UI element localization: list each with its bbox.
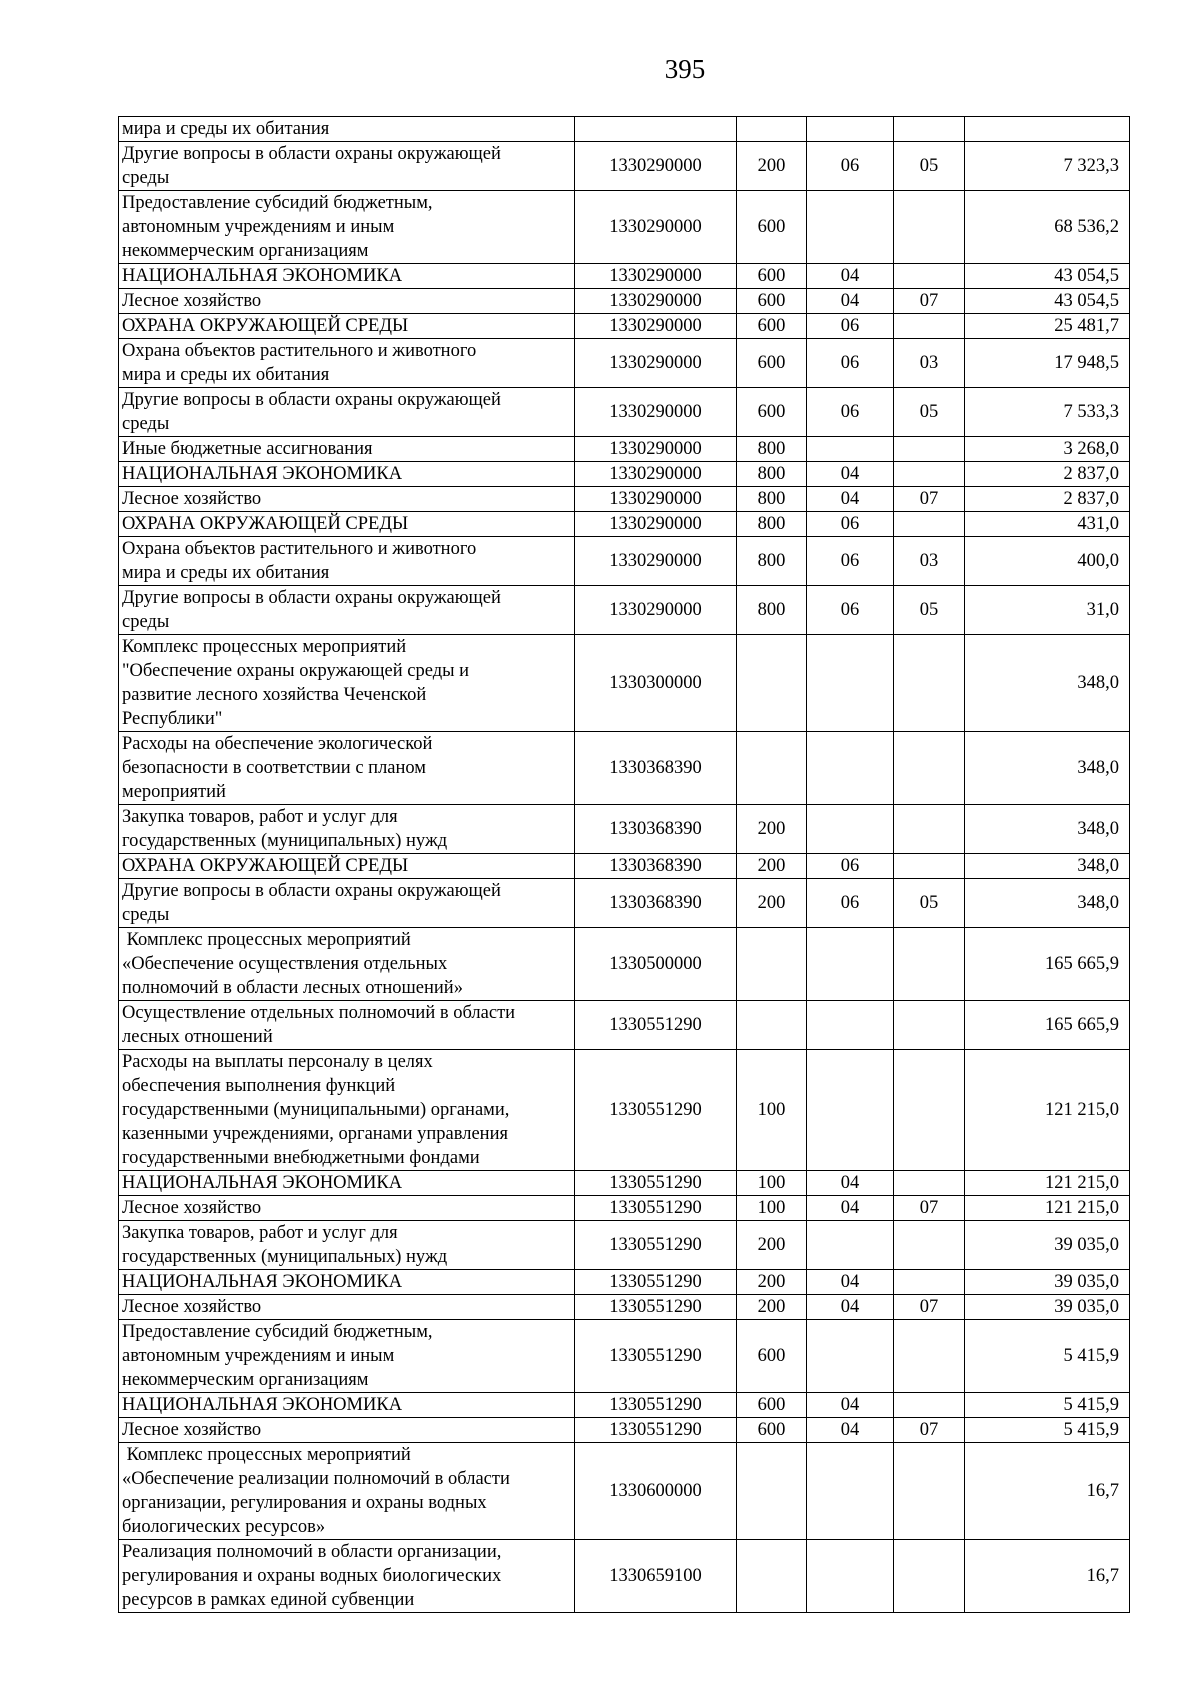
row-subsection <box>894 854 965 879</box>
table-row <box>119 1418 1130 1443</box>
row-target-code: 1330551290 <box>575 1171 737 1196</box>
row-amount: 68 536,2 <box>965 191 1130 264</box>
table-row <box>119 1050 1130 1171</box>
row-target-code: 1330290000 <box>575 537 737 586</box>
row-section <box>807 928 894 1001</box>
row-subsection <box>894 462 965 487</box>
row-expense-type: 200 <box>737 1270 807 1295</box>
row-subsection <box>894 1270 965 1295</box>
row-expense-type: 200 <box>737 854 807 879</box>
row-target-code: 1330659100 <box>575 1540 737 1613</box>
row-name: Охрана объектов растительного и животного мира и среды их обитания <box>119 339 575 388</box>
table-row <box>119 437 1130 462</box>
table-row <box>119 879 1130 928</box>
row-target-code: 1330290000 <box>575 586 737 635</box>
row-section <box>807 732 894 805</box>
row-section: 04 <box>807 462 894 487</box>
row-amount: 348,0 <box>965 635 1130 732</box>
row-subsection <box>894 732 965 805</box>
row-section <box>807 635 894 732</box>
table-row <box>119 388 1130 437</box>
row-amount: 5 415,9 <box>965 1393 1130 1418</box>
row-name: Комплекс процессных мероприятий «Обеспечение реализации полномочий в области организации, регулирования и охраны водных биологических ресурсов» <box>119 1443 575 1540</box>
row-subsection <box>894 512 965 537</box>
row-expense-type: 200 <box>737 142 807 191</box>
row-subsection: 05 <box>894 142 965 191</box>
row-expense-type: 100 <box>737 1171 807 1196</box>
row-amount: 121 215,0 <box>965 1196 1130 1221</box>
row-target-code: 1330290000 <box>575 512 737 537</box>
row-name: НАЦИОНАЛЬНАЯ ЭКОНОМИКА <box>119 1393 575 1418</box>
row-amount: 7 323,3 <box>965 142 1130 191</box>
row-name: НАЦИОНАЛЬНАЯ ЭКОНОМИКА <box>119 1270 575 1295</box>
row-amount: 39 035,0 <box>965 1270 1130 1295</box>
row-target-code: 1330290000 <box>575 191 737 264</box>
row-section: 04 <box>807 264 894 289</box>
row-amount: 31,0 <box>965 586 1130 635</box>
row-target-code: 1330368390 <box>575 732 737 805</box>
row-target-code: 1330368390 <box>575 879 737 928</box>
row-section: 04 <box>807 487 894 512</box>
row-subsection <box>894 191 965 264</box>
table-row <box>119 289 1130 314</box>
row-section: 04 <box>807 1393 894 1418</box>
row-amount: 348,0 <box>965 805 1130 854</box>
table-row <box>119 1295 1130 1320</box>
row-section <box>807 437 894 462</box>
row-subsection <box>894 1001 965 1050</box>
budget-table <box>118 116 1130 1613</box>
budget-table-body <box>119 117 1130 1613</box>
row-section <box>807 1001 894 1050</box>
row-section: 06 <box>807 537 894 586</box>
row-section <box>807 1540 894 1613</box>
row-section: 04 <box>807 1270 894 1295</box>
row-target-code: 1330551290 <box>575 1393 737 1418</box>
row-section <box>807 1320 894 1393</box>
row-name: Закупка товаров, работ и услуг для государственных (муниципальных) нужд <box>119 1221 575 1270</box>
row-subsection <box>894 805 965 854</box>
table-row <box>119 487 1130 512</box>
table-row <box>119 142 1130 191</box>
row-section: 04 <box>807 1196 894 1221</box>
row-name: Лесное хозяйство <box>119 289 575 314</box>
table-row <box>119 928 1130 1001</box>
row-name: НАЦИОНАЛЬНАЯ ЭКОНОМИКА <box>119 462 575 487</box>
row-subsection <box>894 1221 965 1270</box>
table-row <box>119 1221 1130 1270</box>
row-subsection <box>894 928 965 1001</box>
row-section <box>807 805 894 854</box>
table-row <box>119 1001 1130 1050</box>
row-target-code: 1330290000 <box>575 142 737 191</box>
row-name: Расходы на выплаты персоналу в целях обеспечения выполнения функций государственными (муниципальными) органами, казенными учреждениями, органами управления государственными внебюджетными фондами <box>119 1050 575 1171</box>
row-section <box>807 117 894 142</box>
row-target-code: 1330290000 <box>575 462 737 487</box>
row-expense-type: 800 <box>737 512 807 537</box>
row-amount: 3 268,0 <box>965 437 1130 462</box>
row-subsection <box>894 1443 965 1540</box>
row-name: Лесное хозяйство <box>119 1418 575 1443</box>
row-target-code: 1330551290 <box>575 1221 737 1270</box>
row-expense-type <box>737 117 807 142</box>
row-subsection: 07 <box>894 1418 965 1443</box>
row-expense-type: 600 <box>737 264 807 289</box>
table-row <box>119 1196 1130 1221</box>
row-amount: 2 837,0 <box>965 462 1130 487</box>
row-subsection: 03 <box>894 537 965 586</box>
row-amount: 400,0 <box>965 537 1130 586</box>
row-section: 06 <box>807 512 894 537</box>
table-row <box>119 339 1130 388</box>
row-name: Другие вопросы в области охраны окружающей среды <box>119 586 575 635</box>
row-name: Осуществление отдельных полномочий в области лесных отношений <box>119 1001 575 1050</box>
row-target-code: 1330551290 <box>575 1196 737 1221</box>
row-subsection: 03 <box>894 339 965 388</box>
row-target-code: 1330551290 <box>575 1418 737 1443</box>
row-section: 06 <box>807 314 894 339</box>
row-subsection: 07 <box>894 1295 965 1320</box>
row-expense-type <box>737 635 807 732</box>
row-amount: 348,0 <box>965 732 1130 805</box>
row-amount: 348,0 <box>965 854 1130 879</box>
table-row <box>119 586 1130 635</box>
row-amount: 16,7 <box>965 1540 1130 1613</box>
row-expense-type: 600 <box>737 1320 807 1393</box>
row-name: мира и среды их обитания <box>119 117 575 142</box>
row-expense-type: 600 <box>737 388 807 437</box>
table-row <box>119 537 1130 586</box>
row-expense-type: 800 <box>737 487 807 512</box>
table-row <box>119 732 1130 805</box>
row-section <box>807 1221 894 1270</box>
table-row <box>119 854 1130 879</box>
row-target-code <box>575 117 737 142</box>
row-amount: 17 948,5 <box>965 339 1130 388</box>
row-target-code: 1330551290 <box>575 1270 737 1295</box>
row-name: Закупка товаров, работ и услуг для государственных (муниципальных) нужд <box>119 805 575 854</box>
table-row <box>119 1393 1130 1418</box>
row-amount: 2 837,0 <box>965 487 1130 512</box>
row-subsection: 07 <box>894 289 965 314</box>
row-section <box>807 1443 894 1540</box>
row-expense-type: 100 <box>737 1196 807 1221</box>
row-target-code: 1330551290 <box>575 1050 737 1171</box>
row-name: Лесное хозяйство <box>119 1295 575 1320</box>
row-subsection <box>894 1050 965 1171</box>
row-amount: 7 533,3 <box>965 388 1130 437</box>
row-amount: 121 215,0 <box>965 1050 1130 1171</box>
row-expense-type <box>737 1001 807 1050</box>
row-name: Другие вопросы в области охраны окружающей среды <box>119 388 575 437</box>
row-expense-type: 200 <box>737 1221 807 1270</box>
row-name: Предоставление субсидий бюджетным, автономным учреждениям и иным некоммерческим организациям <box>119 1320 575 1393</box>
row-section: 06 <box>807 586 894 635</box>
row-subsection <box>894 1393 965 1418</box>
row-amount: 348,0 <box>965 879 1130 928</box>
row-name: Другие вопросы в области охраны окружающей среды <box>119 142 575 191</box>
table-row <box>119 635 1130 732</box>
row-name: Комплекс процессных мероприятий «Обеспечение осуществления отдельных полномочий в области лесных отношений» <box>119 928 575 1001</box>
row-subsection: 05 <box>894 879 965 928</box>
row-section: 04 <box>807 289 894 314</box>
row-section: 06 <box>807 388 894 437</box>
row-amount: 43 054,5 <box>965 289 1130 314</box>
row-name: Лесное хозяйство <box>119 487 575 512</box>
row-amount: 39 035,0 <box>965 1295 1130 1320</box>
row-section: 04 <box>807 1171 894 1196</box>
row-section <box>807 191 894 264</box>
row-section: 06 <box>807 879 894 928</box>
row-section: 06 <box>807 142 894 191</box>
table-row <box>119 512 1130 537</box>
row-expense-type: 600 <box>737 339 807 388</box>
row-expense-type: 100 <box>737 1050 807 1171</box>
row-target-code: 1330290000 <box>575 289 737 314</box>
row-amount: 43 054,5 <box>965 264 1130 289</box>
table-row <box>119 1320 1130 1393</box>
table-row <box>119 1171 1130 1196</box>
row-expense-type: 800 <box>737 586 807 635</box>
row-target-code: 1330551290 <box>575 1001 737 1050</box>
row-name: Расходы на обеспечение экологической безопасности в соответствии с планом мероприятий <box>119 732 575 805</box>
table-row <box>119 462 1130 487</box>
row-name: ОХРАНА ОКРУЖАЮЩЕЙ СРЕДЫ <box>119 854 575 879</box>
row-section: 04 <box>807 1418 894 1443</box>
row-subsection <box>894 1320 965 1393</box>
page-number: 395 <box>664 54 706 84</box>
row-expense-type <box>737 732 807 805</box>
table-row <box>119 314 1130 339</box>
table-row <box>119 1270 1130 1295</box>
row-target-code: 1330368390 <box>575 805 737 854</box>
row-name: ОХРАНА ОКРУЖАЮЩЕЙ СРЕДЫ <box>119 512 575 537</box>
row-subsection <box>894 437 965 462</box>
row-section: 06 <box>807 854 894 879</box>
row-subsection: 07 <box>894 487 965 512</box>
row-target-code: 1330300000 <box>575 635 737 732</box>
row-amount: 39 035,0 <box>965 1221 1130 1270</box>
row-expense-type <box>737 1443 807 1540</box>
row-name: ОХРАНА ОКРУЖАЮЩЕЙ СРЕДЫ <box>119 314 575 339</box>
row-amount <box>965 117 1130 142</box>
row-name: НАЦИОНАЛЬНАЯ ЭКОНОМИКА <box>119 264 575 289</box>
row-expense-type: 200 <box>737 1295 807 1320</box>
row-name: Лесное хозяйство <box>119 1196 575 1221</box>
row-name: Охрана объектов растительного и животного мира и среды их обитания <box>119 537 575 586</box>
row-expense-type: 600 <box>737 314 807 339</box>
row-name: Другие вопросы в области охраны окружающей среды <box>119 879 575 928</box>
row-expense-type: 200 <box>737 879 807 928</box>
row-amount: 165 665,9 <box>965 928 1130 1001</box>
row-amount: 165 665,9 <box>965 1001 1130 1050</box>
row-amount: 5 415,9 <box>965 1418 1130 1443</box>
row-subsection <box>894 635 965 732</box>
row-section: 06 <box>807 339 894 388</box>
row-target-code: 1330500000 <box>575 928 737 1001</box>
row-target-code: 1330600000 <box>575 1443 737 1540</box>
row-expense-type <box>737 928 807 1001</box>
row-expense-type: 800 <box>737 537 807 586</box>
row-target-code: 1330368390 <box>575 854 737 879</box>
row-target-code: 1330290000 <box>575 314 737 339</box>
table-row <box>119 1443 1130 1540</box>
table-row <box>119 264 1130 289</box>
row-section <box>807 1050 894 1171</box>
row-subsection <box>894 1171 965 1196</box>
row-expense-type: 800 <box>737 462 807 487</box>
row-expense-type: 600 <box>737 191 807 264</box>
row-subsection: 07 <box>894 1196 965 1221</box>
row-amount: 431,0 <box>965 512 1130 537</box>
row-amount: 16,7 <box>965 1443 1130 1540</box>
table-row <box>119 191 1130 264</box>
row-section: 04 <box>807 1295 894 1320</box>
row-subsection: 05 <box>894 586 965 635</box>
row-name: НАЦИОНАЛЬНАЯ ЭКОНОМИКА <box>119 1171 575 1196</box>
row-expense-type: 200 <box>737 805 807 854</box>
row-amount: 121 215,0 <box>965 1171 1130 1196</box>
row-subsection <box>894 117 965 142</box>
row-target-code: 1330290000 <box>575 264 737 289</box>
row-name: Комплекс процессных мероприятий "Обеспечение охраны окружающей среды и развитие лесного хозяйства Чеченской Республики" <box>119 635 575 732</box>
row-expense-type: 800 <box>737 437 807 462</box>
table-row <box>119 117 1130 142</box>
row-amount: 5 415,9 <box>965 1320 1130 1393</box>
row-target-code: 1330290000 <box>575 339 737 388</box>
row-amount: 25 481,7 <box>965 314 1130 339</box>
row-target-code: 1330290000 <box>575 388 737 437</box>
row-subsection <box>894 314 965 339</box>
row-name: Иные бюджетные ассигнования <box>119 437 575 462</box>
row-target-code: 1330551290 <box>575 1295 737 1320</box>
row-subsection <box>894 1540 965 1613</box>
row-name: Реализация полномочий в области организации, регулирования и охраны водных биологических ресурсов в рамках единой субвенции <box>119 1540 575 1613</box>
row-expense-type <box>737 1540 807 1613</box>
row-subsection <box>894 264 965 289</box>
row-target-code: 1330290000 <box>575 437 737 462</box>
row-expense-type: 600 <box>737 1393 807 1418</box>
table-row <box>119 805 1130 854</box>
row-expense-type: 600 <box>737 289 807 314</box>
table-row <box>119 1540 1130 1613</box>
row-target-code: 1330290000 <box>575 487 737 512</box>
row-name: Предоставление субсидий бюджетным, автономным учреждениям и иным некоммерческим организациям <box>119 191 575 264</box>
row-subsection: 05 <box>894 388 965 437</box>
row-expense-type: 600 <box>737 1418 807 1443</box>
row-target-code: 1330551290 <box>575 1320 737 1393</box>
